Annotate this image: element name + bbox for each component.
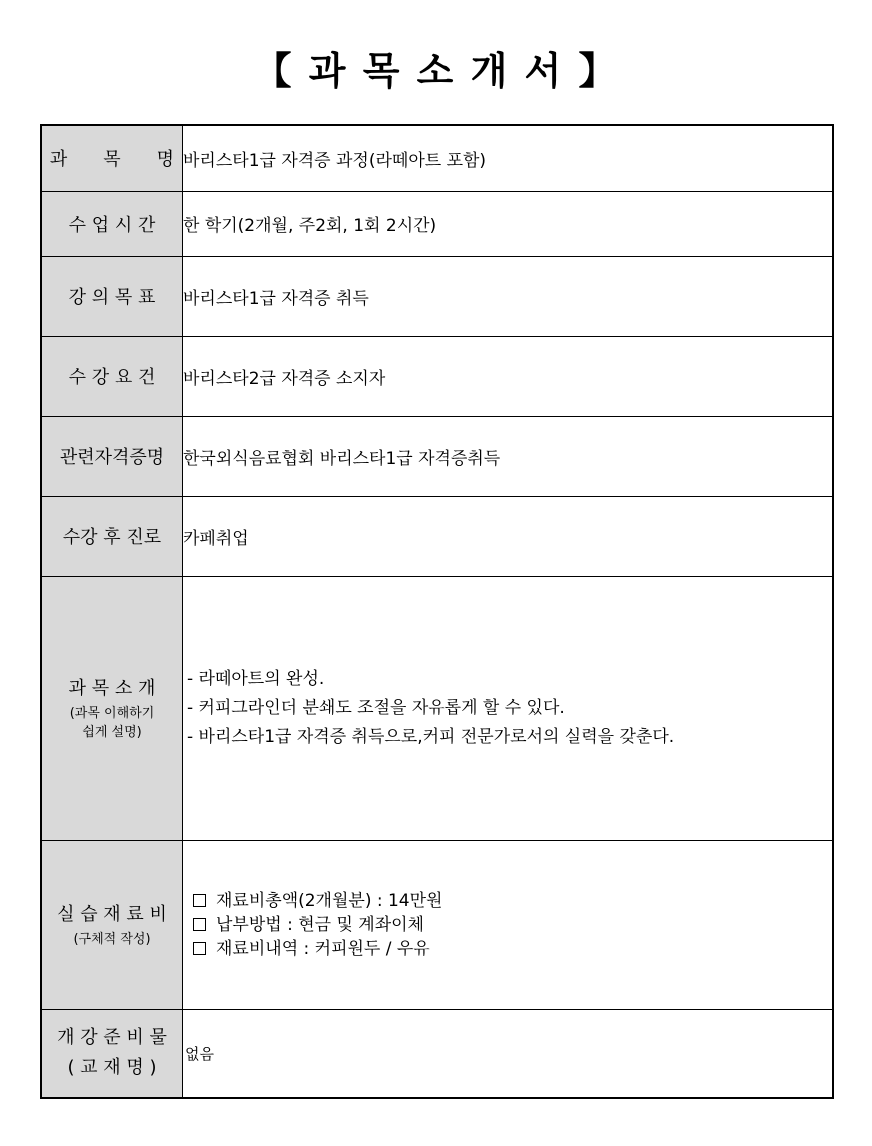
material-item-text: 재료비내역 : 커피원두 / 우유 xyxy=(216,938,430,959)
row-subject xyxy=(41,125,833,191)
label-preparation-1: 개 강 준 비 물 xyxy=(57,1027,167,1049)
material-item xyxy=(193,889,832,913)
row-career xyxy=(41,496,833,576)
material-item-text: 재료비총액(2개월분) : 14만원 xyxy=(216,890,443,911)
value-material xyxy=(183,840,834,1009)
label-goal: 강 의 목 표 xyxy=(41,256,183,336)
label-material-sub: (구체적 작성) xyxy=(73,932,151,947)
value-subject: 바리스타1급 자격증 과정(라떼아트 포함) xyxy=(183,125,834,191)
label-career: 수강 후 진로 xyxy=(41,496,183,576)
label-preparation-cell xyxy=(41,1009,183,1098)
material-item xyxy=(193,937,832,961)
row-goal xyxy=(41,256,833,336)
value-preparation: 없음 xyxy=(183,1009,834,1098)
label-intro-sub xyxy=(42,704,182,742)
value-goal: 바리스타1급 자격증 취득 xyxy=(183,256,834,336)
row-intro xyxy=(41,576,833,840)
label-intro-sub-2: 쉽게 설명) xyxy=(82,725,142,740)
label-intro-cell xyxy=(41,576,183,840)
value-career: 카페취업 xyxy=(183,496,834,576)
value-intro xyxy=(183,576,834,840)
checkbox-icon xyxy=(193,894,206,907)
material-item-text: 납부방법 : 현금 및 계좌이체 xyxy=(216,914,424,935)
material-item xyxy=(193,913,832,937)
page-title: 【 과 목 소 개 서 】 xyxy=(253,49,619,93)
intro-line: - 커피그라인더 분쇄도 조절을 자유롭게 할 수 있다. xyxy=(187,697,565,718)
intro-line: - 라떼아트의 완성. xyxy=(187,668,325,689)
row-certificate xyxy=(41,416,833,496)
intro-line: - 바리스타1급 자격증 취득으로,커피 전문가로서의 실력을 갖춘다. xyxy=(187,726,675,747)
row-class-time xyxy=(41,191,833,256)
label-intro-sub-1: (과목 이해하기 xyxy=(69,706,155,721)
checkbox-icon xyxy=(193,918,206,931)
label-material: 실 습 재 료 비 xyxy=(57,904,167,925)
label-requirement: 수 강 요 건 xyxy=(41,336,183,416)
label-material-cell xyxy=(41,840,183,1009)
value-certificate: 한국외식음료협회 바리스타1급 자격증취득 xyxy=(183,416,834,496)
checkbox-icon xyxy=(193,942,206,955)
value-requirement: 바리스타2급 자격증 소지자 xyxy=(183,336,834,416)
course-intro-table xyxy=(40,124,834,1099)
label-certificate: 관련자격증명 xyxy=(41,416,183,496)
row-material-cost xyxy=(41,840,833,1009)
label-subject: 과 목 명 xyxy=(41,125,183,191)
row-requirement xyxy=(41,336,833,416)
value-class-time: 한 학기(2개월, 주2회, 1회 2시간) xyxy=(183,191,834,256)
row-preparation xyxy=(41,1009,833,1098)
label-class-time: 수 업 시 간 xyxy=(41,191,183,256)
label-preparation-2: ( 교 재 명 ) xyxy=(67,1057,157,1079)
label-intro: 과 목 소 개 xyxy=(68,678,156,699)
